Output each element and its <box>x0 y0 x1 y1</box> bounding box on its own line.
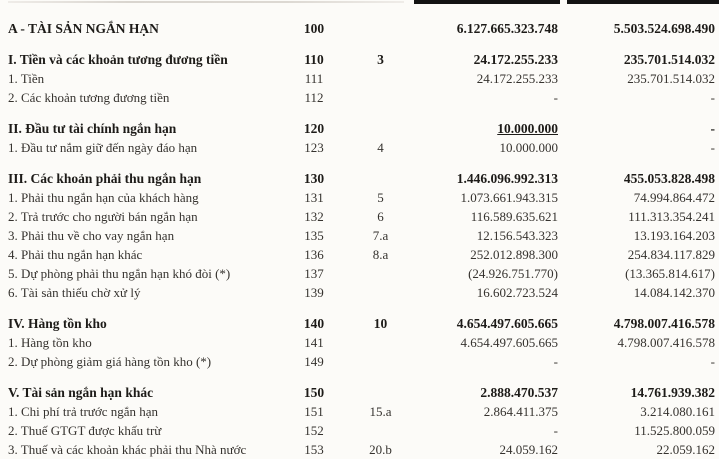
row-value-current: 4.654.497.605.665 <box>460 335 558 350</box>
column-top-rule-prior <box>567 0 719 4</box>
section-group-V <box>0 383 719 459</box>
row-label: 1. Hàng tồn kho <box>8 335 92 350</box>
row-value-current: 10.000.000 <box>497 121 558 136</box>
row-note <box>343 383 418 402</box>
table-row <box>0 69 719 88</box>
table-row <box>0 88 719 107</box>
row-label: 5. Dự phòng phải thu ngắn hạn khó đòi (*) <box>8 266 231 281</box>
table-row <box>0 264 719 283</box>
row-code: 130 <box>303 171 325 186</box>
table-row <box>0 421 719 440</box>
row-label: A - TÀI SẢN NGẮN HẠN <box>8 21 159 36</box>
row-label: II. Đầu tư tài chính ngắn hạn <box>8 121 177 136</box>
table-row <box>0 333 719 352</box>
row-label: 1. Tiền <box>8 71 45 86</box>
section-row <box>0 383 719 402</box>
row-value-prior: 111.313.354.241 <box>628 209 715 224</box>
section-row <box>0 314 719 333</box>
row-value-current: - <box>553 354 558 369</box>
row-label: 6. Tài sản thiếu chờ xử lý <box>8 285 141 300</box>
table-row <box>0 402 719 421</box>
row-value-prior: 455.053.828.498 <box>623 171 715 186</box>
row-code: 140 <box>303 316 325 331</box>
section-group-II <box>0 119 719 157</box>
row-note <box>343 119 418 138</box>
section-group-A <box>0 19 719 38</box>
row-value-current: 16.602.723.524 <box>476 285 558 300</box>
row-code: 153 <box>304 442 324 457</box>
row-label: 1. Chi phí trả trước ngắn hạn <box>8 404 159 419</box>
row-note <box>343 264 418 283</box>
row-code: 120 <box>303 121 325 136</box>
column-top-rule-current <box>414 0 560 4</box>
row-value-prior: - <box>710 90 715 105</box>
row-note <box>343 333 418 352</box>
row-value-current: 116.589.635.621 <box>470 209 558 224</box>
row-label: 2. Các khoản tương đương tiền <box>8 90 170 105</box>
row-value-current: 24.172.255.233 <box>476 71 558 86</box>
row-value-prior: - <box>710 140 715 155</box>
row-note: 7.a <box>372 228 389 243</box>
row-label: 1. Phải thu ngắn hạn của khách hàng <box>8 190 199 205</box>
row-value-prior: 13.193.164.203 <box>633 228 715 243</box>
row-value-prior: 11.525.800.059 <box>634 423 715 438</box>
row-value-current: - <box>553 90 558 105</box>
row-code: 151 <box>304 404 324 419</box>
row-value-current: 24.059.162 <box>499 442 558 457</box>
section-row <box>0 169 719 188</box>
faint-top-rule <box>8 1 404 3</box>
row-note <box>343 283 418 302</box>
section-row <box>0 19 719 38</box>
row-value-current: (24.926.751.770) <box>468 266 558 281</box>
row-value-current: 6.127.665.323.748 <box>456 21 558 36</box>
row-code: 111 <box>304 71 324 86</box>
row-label: 4. Phải thu ngắn hạn khác <box>8 247 143 262</box>
row-value-current: 4.654.497.605.665 <box>456 316 558 331</box>
row-code: 139 <box>304 285 324 300</box>
row-note <box>343 19 418 38</box>
row-label: 2. Thuế GTGT được khấu trừ <box>8 423 162 438</box>
row-note: 8.a <box>372 247 389 262</box>
row-code: 135 <box>304 228 324 243</box>
row-value-prior: (13.365.814.617) <box>625 266 715 281</box>
row-code: 136 <box>304 247 324 262</box>
section-row <box>0 119 719 138</box>
section-group-IV <box>0 314 719 371</box>
row-label: 3. Thuế và các khoản khác phải thu Nhà nước <box>8 442 247 457</box>
row-value-current: 1.446.096.992.313 <box>456 171 558 186</box>
row-code: 149 <box>304 354 324 369</box>
row-label: 2. Trả trước cho người bán ngắn hạn <box>8 209 198 224</box>
row-note <box>343 352 418 371</box>
table-row <box>0 245 719 264</box>
row-note <box>343 69 418 88</box>
row-code: 123 <box>304 140 324 155</box>
row-note: 3 <box>377 52 384 67</box>
row-note <box>343 169 418 188</box>
row-value-prior: 14.084.142.370 <box>633 285 715 300</box>
row-value-prior: - <box>710 121 715 136</box>
row-value-current: 24.172.255.233 <box>473 52 558 67</box>
row-value-current: 12.156.543.323 <box>476 228 558 243</box>
row-value-prior: 74.994.864.472 <box>633 190 715 205</box>
row-value-prior: 235.701.514.032 <box>627 71 715 86</box>
table-row <box>0 207 719 226</box>
table-row <box>0 188 719 207</box>
row-label: 1. Đầu tư nắm giữ đến ngày đáo hạn <box>8 140 198 155</box>
row-value-prior: 22.059.162 <box>656 442 715 457</box>
table-row <box>0 283 719 302</box>
row-label: I. Tiền và các khoản tương đương tiền <box>8 52 228 67</box>
table-row <box>0 226 719 245</box>
row-label: 2. Dự phòng giảm giá hàng tồn kho (*) <box>8 354 212 369</box>
row-label: V. Tài sản ngắn hạn khác <box>8 385 154 400</box>
row-value-current: 1.073.661.943.315 <box>460 190 558 205</box>
row-code: 131 <box>304 190 324 205</box>
row-code: 110 <box>304 52 324 67</box>
row-note: 5 <box>377 190 384 205</box>
row-code: 141 <box>304 335 324 350</box>
row-note: 15.a <box>369 404 392 419</box>
row-code: 152 <box>304 423 324 438</box>
row-value-current: - <box>553 423 558 438</box>
row-note: 20.b <box>369 442 392 457</box>
row-value-current: 2.888.470.537 <box>480 385 558 400</box>
row-value-current: 252.012.898.300 <box>470 247 558 262</box>
row-note <box>343 421 418 440</box>
row-code: 112 <box>304 90 324 105</box>
row-code: 132 <box>304 209 324 224</box>
row-value-prior: 235.701.514.032 <box>623 52 715 67</box>
row-value-prior: 4.798.007.416.578 <box>613 316 715 331</box>
row-note: 10 <box>373 316 388 331</box>
row-value-prior: 5.503.524.698.490 <box>613 21 715 36</box>
row-code: 150 <box>303 385 325 400</box>
row-value-current: 10.000.000 <box>499 140 558 155</box>
row-value-prior: - <box>710 354 715 369</box>
row-value-prior: 254.834.117.829 <box>627 247 715 262</box>
row-note: 6 <box>377 209 384 224</box>
row-label: 3. Phải thu về cho vay ngắn hạn <box>8 228 175 243</box>
table-row <box>0 352 719 371</box>
row-note <box>343 88 418 107</box>
section-group-I <box>0 50 719 107</box>
row-value-prior: 3.214.080.161 <box>640 404 715 419</box>
row-value-current: 2.864.411.375 <box>483 404 558 419</box>
table-row <box>0 138 719 157</box>
table-row <box>0 440 719 459</box>
row-value-prior: 4.798.007.416.578 <box>617 335 715 350</box>
row-value-prior: 14.761.939.382 <box>630 385 715 400</box>
row-code: 100 <box>303 21 325 36</box>
section-row <box>0 50 719 69</box>
row-code: 137 <box>304 266 324 281</box>
row-note: 4 <box>377 140 384 155</box>
row-label: III. Các khoản phải thu ngắn hạn <box>8 171 202 186</box>
section-group-III <box>0 169 719 302</box>
row-label: IV. Hàng tồn kho <box>8 316 107 331</box>
